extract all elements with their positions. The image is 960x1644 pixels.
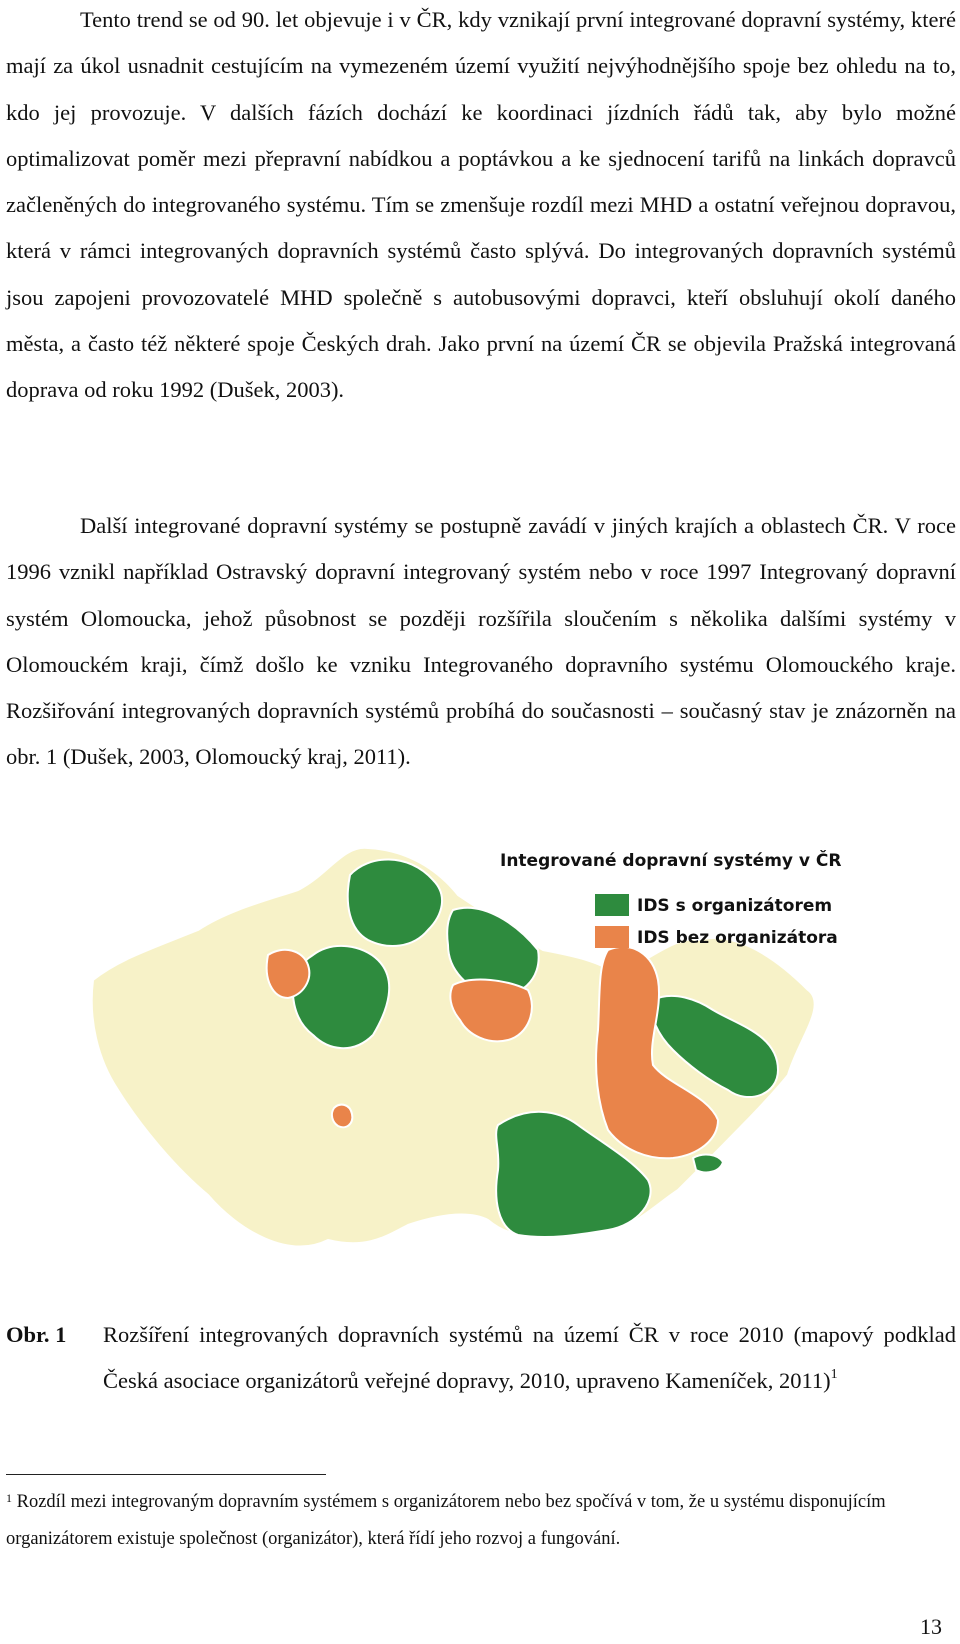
legend-swatch-with-organizer <box>595 894 629 916</box>
region-orange-small-plzen <box>332 1105 352 1128</box>
legend-with-organizer-label: IDS s organizátorem <box>637 896 833 916</box>
caption-footnote-ref: 1 <box>830 1367 838 1383</box>
caption-label: Obr. 1 <box>6 1322 67 1347</box>
legend-without-organizer-label: IDS bez organizátora <box>637 928 838 948</box>
body-paragraph-1 <box>6 0 956 414</box>
region-green-zlin <box>693 1155 723 1173</box>
body-paragraph-2 <box>6 503 956 781</box>
legend-swatch-without-organizer <box>595 926 629 948</box>
caption-text: Rozšíření integrovaných dopravních systémů na území ČR v roce 2010 (mapový podklad Česká asociace organizátorů veřejné dopravy, 2010, upraveno Kameníček, 2011) <box>103 1322 956 1394</box>
region-orange-karlovy-vary <box>267 950 310 998</box>
caption-text-wrap <box>103 1312 956 1405</box>
footnote <box>6 1484 956 1558</box>
paragraph-2-text: Další integrované dopravní systémy se postupně zavádí v jiných krajích a oblastech ČR. V roce 1996 vznikl například Ostravský dopravní integrovaný systém nebo v roce 1997 Integrovaný dopravní systém Olomoucka, jehož působnost se později rozšířila sloučením s několika dalšími systémy v Olomouckém kraji, čímž došlo ke vzniku Integrovaného dopravního systému Olomouckého kraje. Rozšiřování integrovaných dopravních systémů probíhá do současnosti – současný stav je znázorněn na obr. 1 (Dušek, 2003, Olomoucký kraj, 2011). <box>6 513 956 770</box>
paragraph-1-text: Tento trend se od 90. let objevuje i v ČR, kdy vznikají první integrované dopravní systémy, které mají za úkol usnadnit cestujícím na vymezeném území využití nejvýhodnějšího spoje bez ohledu na to, kdo jej provozuje. V dalších fázích dochází ke koordinaci jízdních řádů tak, aby bylo možné optimalizovat poměr mezi přepravní nabídkou a poptávkou a ke sjednocení tarifů na linkách dopravců začleněných do integrovaného systému. Tím se zmenšuje rozdíl mezi MHD a ostatní veřejnou dopravou, která v rámci integrovaných dopravních systémů často splývá. Do integrovaných dopravních systémů jsou zapojeni provozovatelé MHD společně s autobusovými dopravci, kteří obsluhují okolí daného města, a často též některé spoje Českých drah. Jako první na území ČR se objevila Pražská integrovaná doprava od roku 1992 (Dušek, 2003). <box>6 7 956 403</box>
map-title: Integrované dopravní systémy v ČR <box>500 851 842 871</box>
page-number: 13 <box>920 1614 942 1639</box>
footnote-text: Rozdíl mezi integrovaným dopravním systémem s organizátorem nebo bez spočívá v tom, že u systému disponujícím organizátorem existuje společnost (organizátor), která řídí jeho rozvoj a fungování. <box>6 1492 886 1549</box>
footnote-separator <box>6 1474 326 1475</box>
ids-map-figure <box>88 840 888 1290</box>
footnote-number: 1 <box>6 1491 12 1505</box>
